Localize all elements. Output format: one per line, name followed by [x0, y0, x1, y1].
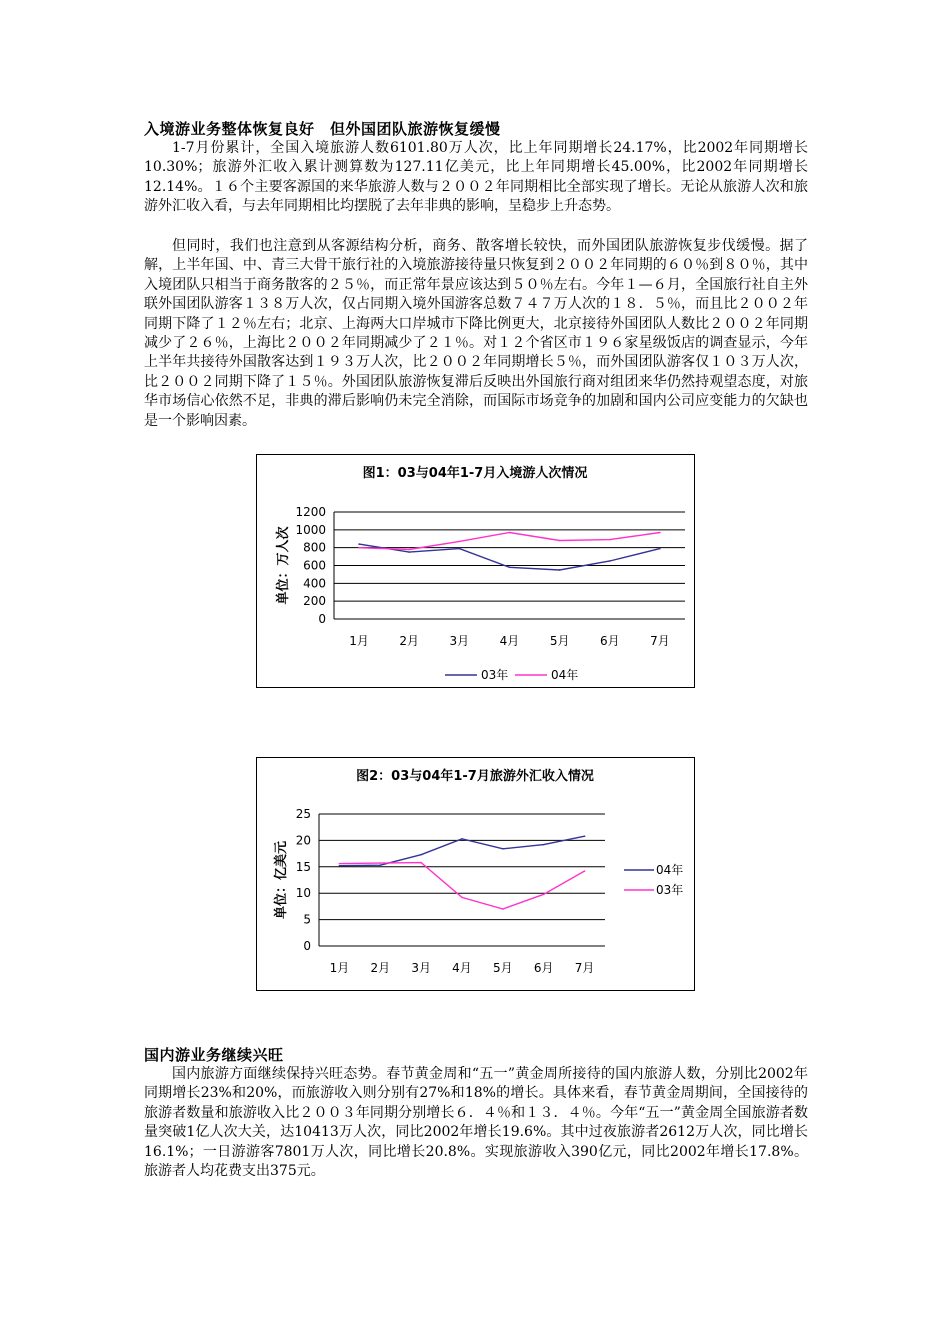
chart-1-data-point [459, 548, 461, 550]
chart-1-data-point [509, 566, 511, 568]
chart-1-y-tick-label: 1200 [295, 505, 326, 519]
chart-2-data-point [502, 908, 504, 910]
chart-1-data-point [408, 551, 410, 553]
chart-2-y-tick-label: 0 [303, 939, 311, 953]
chart-1-y-tick-label: 600 [303, 558, 326, 573]
chart-2-x-tick-label: 4月 [452, 961, 472, 975]
chart-2-y-tick-label: 15 [295, 859, 311, 874]
chart-2-data-point [543, 844, 545, 846]
chart-2-x-tick-label: 7月 [574, 961, 595, 975]
chart-2-data-point [420, 854, 422, 856]
chart-1-data-point [659, 532, 661, 534]
chart-2-data-point [339, 863, 341, 865]
chart-1-data-point [509, 532, 511, 534]
chart-2-y-axis-label: 单位：亿美元 [274, 840, 289, 920]
chart-2-x-tick-label: 2月 [370, 961, 391, 975]
chart-2-legend-label: 03年 [656, 883, 684, 897]
chart-2-x-tick-label: 6月 [533, 961, 554, 975]
chart-1-x-tick-label: 2月 [399, 634, 420, 648]
chart-1-data-point [559, 540, 561, 542]
chart-2-frame [256, 757, 695, 991]
chart-2-data-point [502, 848, 504, 850]
chart-1-x-tick-label: 1月 [349, 634, 369, 648]
chart-2-data-point [339, 865, 341, 867]
chart-2-series-line-2 [339, 863, 584, 909]
chart-2-data-point [543, 893, 545, 895]
chart-2-title: 图2：03与04年1-7月旅游外汇收入情况 [356, 769, 594, 784]
chart-1-y-axis-label: 单位：万人次 [276, 526, 291, 605]
chart-2-x-tick-label: 5月 [493, 961, 513, 975]
chart-1-data-point [459, 541, 461, 543]
section1-paragraph-2: 但同时，我们也注意到从客源结构分析，商务、散客增长较快，而外国团队旅游恢复步伐缓慢。据了解，上半年国、中、青三大骨干旅行社的入境旅游接待量只恢复到２００２年同期的６０％到８０％，其中入境团队只相当于商务散客的２５％，而正常年景应该达到５０％左右。今年１—６月，全国旅行社自主外联外国团队游客１３８万人次，仅占同期入境外国游客总数７４７万人次的１８．５％，而且比２００２年同期下降了１２％左右；北京、上海两大口岸城市下降比例更大，北京接待外国团队人数比２００２年同期减少了２６％，上海比２００２年同期减少了２１％。对１２个省区市１９６家星级饭店的调查显示，今年上半年共接待外国散客达到１９３万人次，比２００２年同期增长５％，而外国团队游客仅１０３万人次，比２００２同期下降了１５％。外国团队旅游恢复滞后反映出外国旅行商对组团来华仍然持观望态度，对旅华市场信心依然不足，非典的滞后影响仍未完全消除，而国际市场竞争的加剧和国内公司应变能力的欠缺也是一个影响因素。 [144, 238, 808, 429]
chart-2-data-point [461, 838, 463, 840]
chart-2-legend-label: 04年 [656, 863, 684, 877]
chart-2-data-point [379, 864, 381, 866]
chart-1-x-tick-label: 5月 [549, 634, 570, 648]
chart-2-y-tick-label: 25 [295, 807, 311, 821]
chart-2-x-tick-label: 3月 [411, 961, 431, 975]
chart-1-y-tick-label: 1000 [295, 522, 326, 537]
section2-paragraph-1: 国内旅游方面继续保持兴旺态势。春节黄金周和“五一”黄金周所接待的国内旅游人数，分别比2002年同期增长23%和20%，而旅游收入则分别有27%和18%的增长。具体来看，春节黄金周期间，全国接待的旅游者数量和旅游收入比２００３年同期分别增长６．４％和１３．４％。今年“五一”黄金周全国旅游者数量突破1亿人次大关，达10413万人次，同比2002年增长19.6%。其中过夜旅游者2612万人次，同比增长16.1%；一日游游客7801万人次，同比增长20.8%。实现旅游收入390亿元，同比2002年增长17.8%。旅游者人均花费支出375元。 [144, 1066, 808, 1180]
chart-1-frame [256, 454, 695, 688]
chart-2-data-point [584, 835, 586, 837]
section2-title: 国内游业务继续兴旺 [144, 1046, 284, 1064]
chart-1-data-point [609, 539, 611, 541]
chart-1-legend-label: 04年 [551, 668, 579, 682]
section1-title: 入境游业务整体恢复良好 但外国团队旅游恢复缓慢 [144, 120, 501, 138]
chart-1-data-point [559, 569, 561, 571]
chart-1-data-point [659, 548, 661, 550]
chart-1-y-tick-label: 200 [303, 594, 326, 609]
chart-2-data-point [420, 862, 422, 864]
chart-2-data-point [461, 897, 463, 899]
chart-1-data-point [358, 543, 360, 545]
section1-paragraph-1: 1-7月份累计，全国入境旅游人数6101.80万人次，比上年同期增长24.17%，比2002年同期增长10.30%；旅游外汇收入累计测算数为127.11亿美元，比上年同期增长45.00%，比2002年同期增长12.14%。１６个主要客源国的来华旅游人数与２００２年同期相比全部实现了增长。无论从旅游人次和旅游外汇收入看，与去年同期相比均摆脱了去年非典的影响，呈稳步上升态势。 [144, 140, 808, 215]
chart-1-x-tick-label: 7月 [650, 634, 670, 648]
chart-1-series-line-2 [359, 533, 660, 550]
chart-2-y-tick-label: 20 [295, 833, 311, 848]
chart-1-data-point [609, 560, 611, 562]
chart-2-y-tick-label: 5 [303, 912, 311, 927]
chart-2 [257, 758, 694, 990]
chart-1 [257, 455, 694, 687]
chart-2-data-point [379, 862, 381, 864]
chart-2-y-tick-label: 10 [295, 886, 311, 901]
chart-1-y-tick-label: 400 [303, 576, 326, 591]
chart-2-x-tick-label: 1月 [329, 961, 350, 975]
chart-1-y-tick-label: 800 [303, 540, 326, 555]
chart-1-y-tick-label: 0 [318, 612, 326, 626]
chart-1-data-point [358, 547, 360, 549]
chart-1-x-tick-label: 4月 [499, 634, 520, 648]
chart-1-x-tick-label: 6月 [599, 634, 620, 648]
chart-1-data-point [408, 549, 410, 551]
chart-2-data-point [584, 870, 586, 872]
chart-1-title: 图1：03与04年1-7月入境游人次情况 [362, 466, 588, 481]
chart-1-x-tick-label: 3月 [449, 634, 470, 648]
chart-1-legend-label: 03年 [481, 668, 509, 682]
